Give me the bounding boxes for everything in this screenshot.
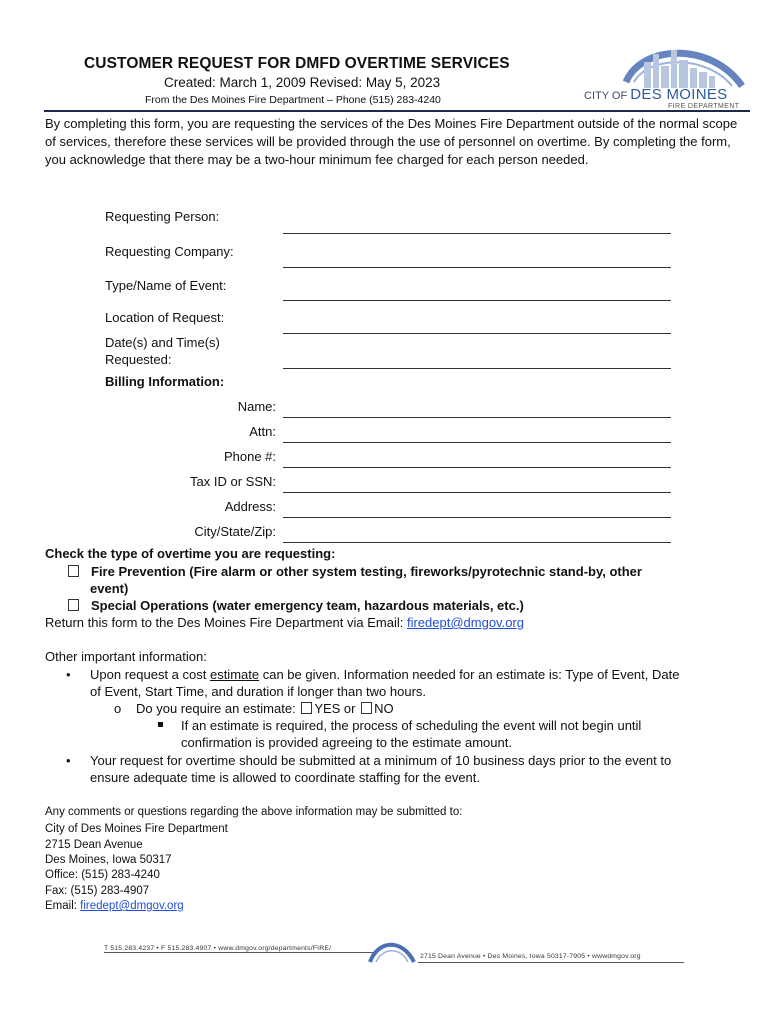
fire-prevention-checkbox[interactable] bbox=[68, 565, 79, 577]
estimate-note-line1: If an estimate is required, the process of scheduling the event will not begin until bbox=[181, 718, 642, 733]
contact-intro: Any comments or questions regarding the above information may be submitted to: bbox=[45, 806, 463, 818]
billing-name-field[interactable] bbox=[283, 417, 671, 418]
header-divider bbox=[44, 110, 750, 112]
return-email-link[interactable]: firedept@dmgov.org bbox=[406, 615, 524, 630]
special-operations-checkbox[interactable] bbox=[68, 599, 79, 611]
special-operations-option[interactable] bbox=[68, 597, 738, 614]
location-label: Location of Request: bbox=[105, 310, 225, 325]
created-revised-dates: Created: March 1, 2009 Revised: May 5, 2023 bbox=[164, 75, 441, 90]
fire-prevention-label-cont: event) bbox=[90, 581, 129, 596]
dates-label-line2: Requested: bbox=[105, 352, 172, 367]
estimate-no-checkbox[interactable] bbox=[361, 702, 372, 714]
dates-label-line1: Date(s) and Time(s) bbox=[105, 335, 220, 350]
estimate-question-text: Do you require an estimate: bbox=[136, 701, 300, 716]
intro-paragraph: By completing this form, you are requesting the services of the Des Moines Fire Department outside of the normal scope of services, therefore these services will be provided through the use of personnel on overtime. By completing the form, you acknowledge that there may be a two-hour minimum fee charged for each person needed. bbox=[45, 116, 738, 167]
square-bullet-icon bbox=[158, 722, 163, 727]
footer-rule-left bbox=[104, 952, 374, 953]
dates-field[interactable] bbox=[283, 368, 671, 369]
des-moines-fire-logo bbox=[582, 42, 748, 110]
return-instructions bbox=[45, 614, 524, 631]
contact-city: Des Moines, Iowa 50317 bbox=[45, 854, 172, 866]
department-phone-line: From the Des Moines Fire Department – Phone (515) 283-4240 bbox=[145, 94, 441, 106]
footer-contact-left: T 515.283.4237 • F 515.283.4907 • www.dmgov.org/departments/FIRE/ bbox=[104, 945, 332, 952]
contact-fax: Fax: (515) 283-4907 bbox=[45, 885, 150, 897]
billing-city-field[interactable] bbox=[283, 542, 671, 543]
contact-street: 2715 Dean Avenue bbox=[45, 839, 143, 851]
estimate-bullet-line2: of Event, Start Time, and duration if longer than two hours. bbox=[90, 684, 427, 699]
billing-tax-field[interactable] bbox=[283, 492, 671, 493]
estimate-note-line2: confirmation is provided agreeing to the estimate amount. bbox=[181, 735, 512, 750]
contact-email bbox=[45, 899, 184, 915]
footer-contact-right: 2715 Dean Avenue • Des Moines, Iowa 50317-7905 • wwwdmgov.org bbox=[420, 953, 641, 960]
timing-bullet-line1: Your request for overtime should be submitted at a minimum of 10 business days prior to the event to bbox=[90, 753, 672, 768]
billing-city-label: City/State/Zip: bbox=[194, 524, 276, 539]
logo-city-of: CITY OF bbox=[584, 90, 628, 102]
estimate-term: estimate bbox=[209, 667, 260, 682]
estimate-yes-label: YES or bbox=[314, 701, 356, 716]
billing-address-label: Address: bbox=[224, 499, 276, 514]
return-text: Return this form to the Des Moines Fire Department via Email: bbox=[45, 615, 407, 630]
contact-email-label: Email: bbox=[45, 900, 81, 912]
page-title: CUSTOMER REQUEST FOR DMFD OVERTIME SERVICES bbox=[84, 55, 510, 72]
logo-fire-department: FIRE DEPARTMENT bbox=[668, 103, 740, 110]
location-field[interactable] bbox=[283, 333, 671, 334]
logo-des-moines: DES MOINES bbox=[630, 86, 728, 103]
billing-name-label: Name: bbox=[237, 399, 276, 414]
billing-heading: Billing Information: bbox=[105, 374, 225, 389]
requesting-company-field[interactable] bbox=[283, 267, 671, 268]
special-operations-label: Special Operations (water emergency team, hazardous materials, etc.) bbox=[91, 598, 524, 613]
requesting-person-label: Requesting Person: bbox=[105, 209, 220, 224]
estimate-question bbox=[136, 700, 394, 717]
requesting-person-field[interactable] bbox=[283, 233, 671, 234]
contact-org: City of Des Moines Fire Department bbox=[45, 823, 228, 835]
billing-tax-label: Tax ID or SSN: bbox=[190, 474, 276, 489]
billing-attn-field[interactable] bbox=[283, 442, 671, 443]
estimate-bullet bbox=[90, 666, 679, 683]
timing-bullet-line2: ensure adequate time is allowed to coordinate staffing for the event. bbox=[90, 770, 481, 785]
event-type-field[interactable] bbox=[283, 300, 671, 301]
event-type-label: Type/Name of Event: bbox=[105, 278, 227, 293]
billing-attn-label: Attn: bbox=[249, 424, 276, 439]
estimate-text-pre: Upon request a cost bbox=[90, 667, 210, 682]
requesting-company-label: Requesting Company: bbox=[105, 244, 234, 259]
footer-rule-right bbox=[418, 962, 684, 963]
billing-phone-label: Phone #: bbox=[223, 449, 276, 464]
estimate-no-label: NO bbox=[374, 701, 394, 716]
circle-bullet-icon: o bbox=[114, 701, 122, 716]
estimate-yes-checkbox[interactable] bbox=[301, 702, 312, 714]
fire-prevention-label: Fire Prevention (Fire alarm or other system testing, fireworks/pyrotechnic stand-by, other bbox=[91, 564, 642, 579]
estimate-text-post: can be given. Information needed for an estimate is: Type of Event, Date bbox=[259, 667, 680, 682]
footer-arch-icon bbox=[368, 936, 416, 966]
billing-phone-field[interactable] bbox=[283, 467, 671, 468]
contact-office-phone: Office: (515) 283-4240 bbox=[45, 869, 160, 881]
bullet-icon: • bbox=[66, 753, 71, 768]
overtime-type-heading: Check the type of overtime you are requesting: bbox=[45, 546, 336, 561]
other-info-heading: Other important information: bbox=[45, 649, 207, 664]
contact-email-link[interactable]: firedept@dmgov.org bbox=[80, 900, 184, 912]
fire-prevention-option[interactable] bbox=[68, 563, 738, 580]
billing-address-field[interactable] bbox=[283, 517, 671, 518]
bullet-icon: • bbox=[66, 667, 71, 682]
